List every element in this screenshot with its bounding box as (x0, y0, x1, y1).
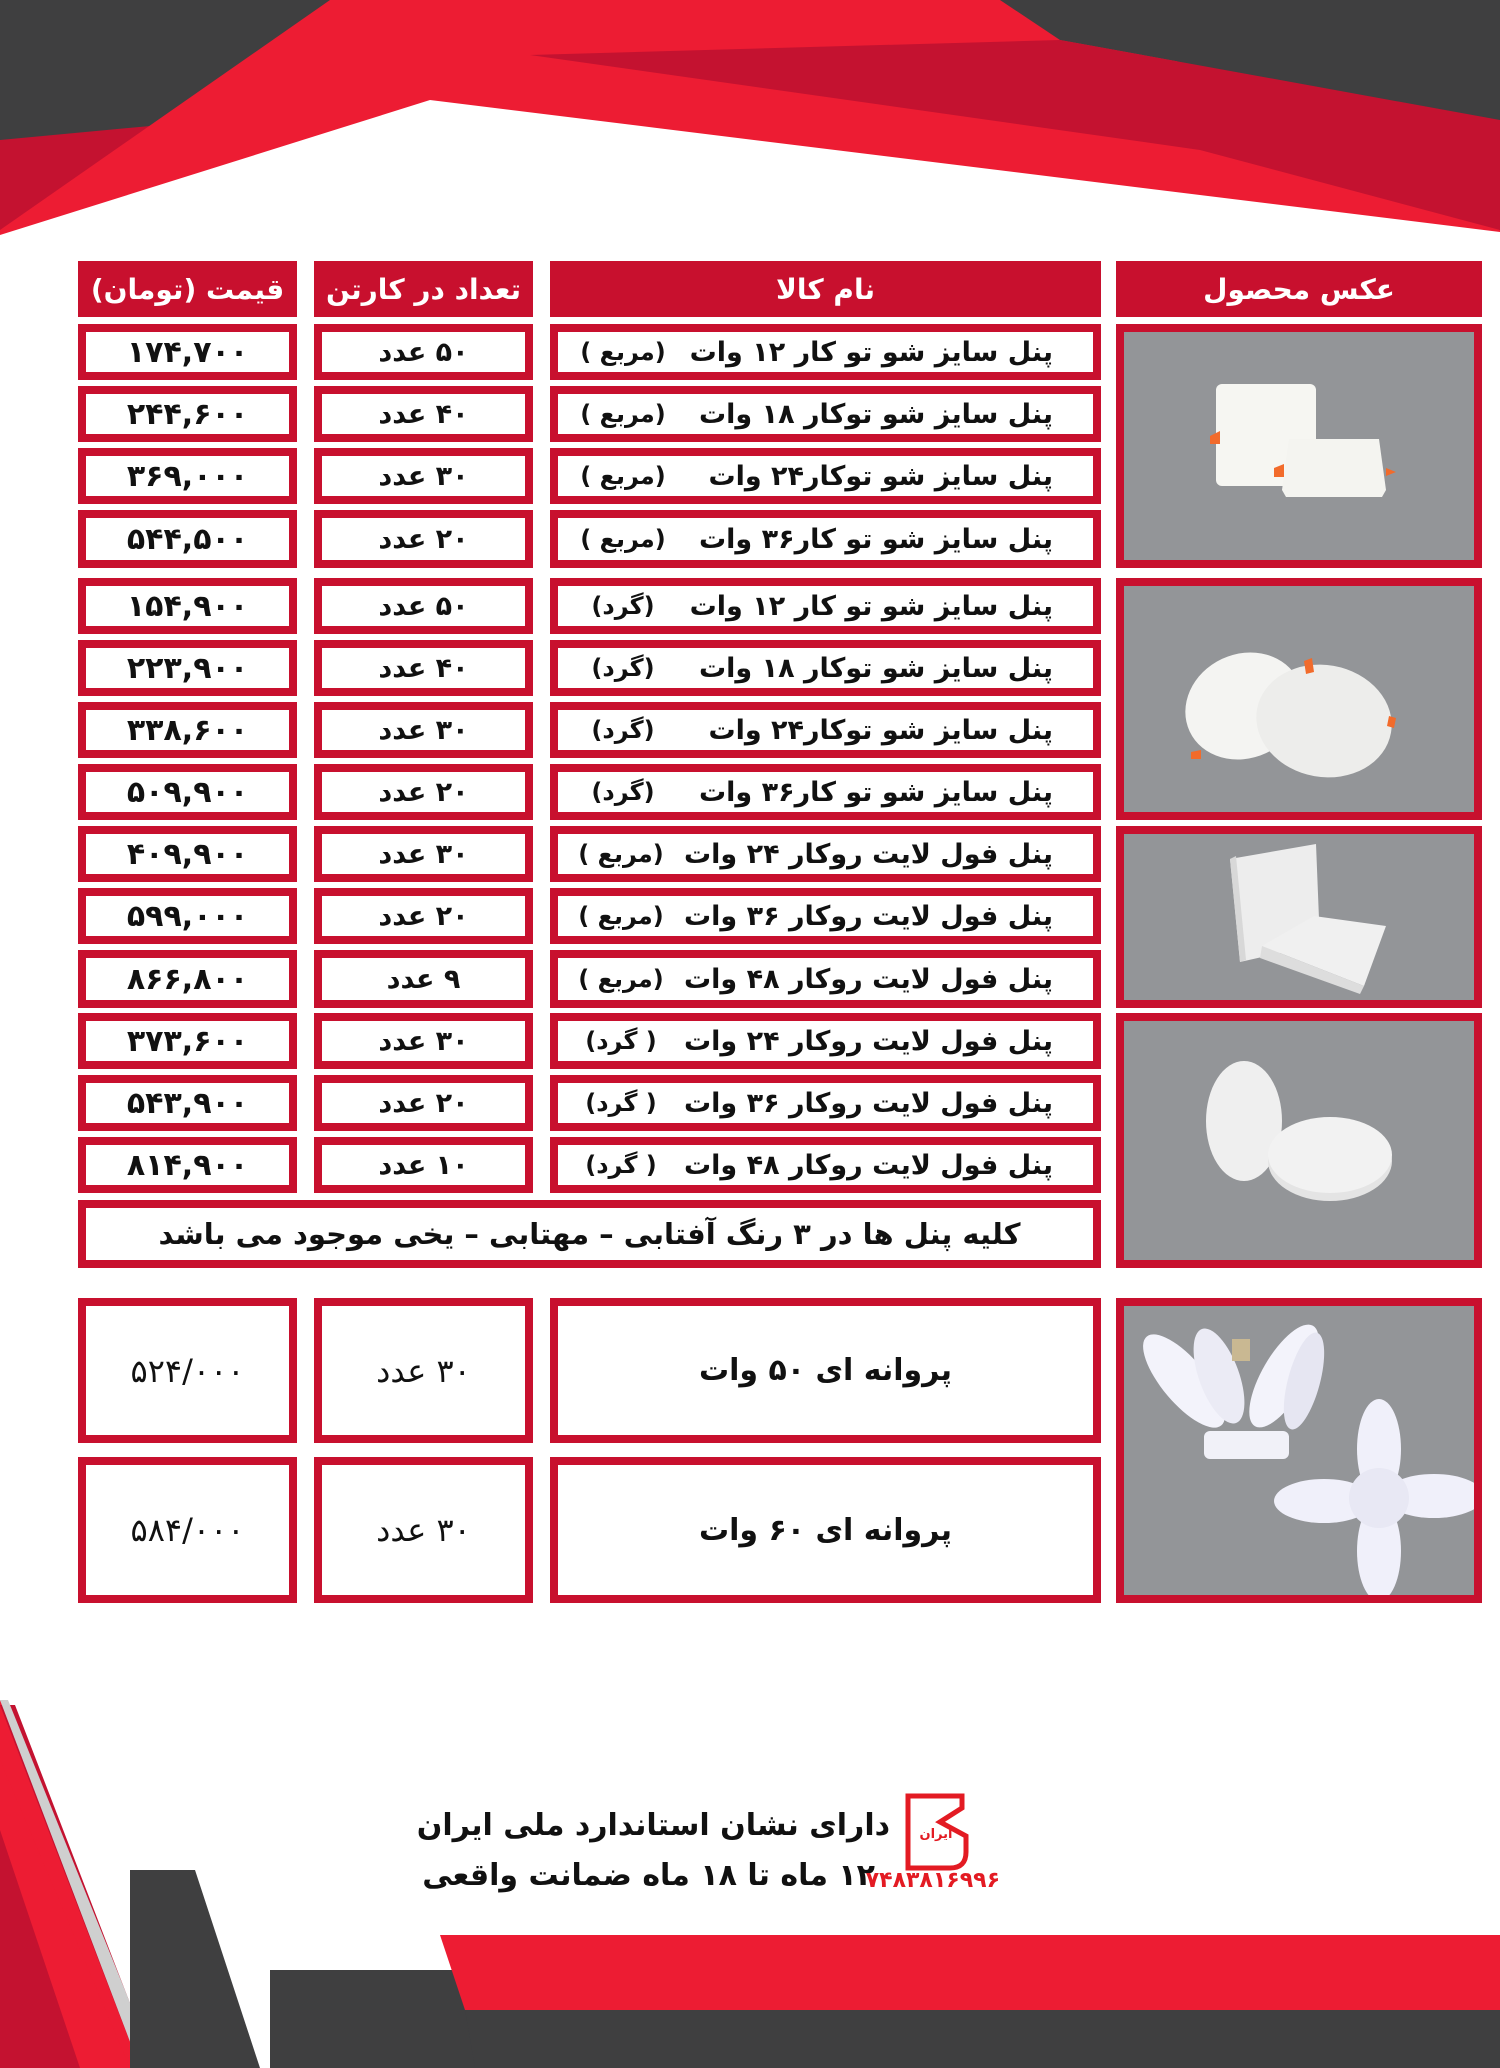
standard-logo (900, 1792, 972, 1872)
table-row-price: ۳۳۸,۶۰۰ (78, 702, 297, 758)
product-shape: (مربع ) (580, 525, 666, 553)
table-row-price: ۴۰۹,۹۰۰ (78, 826, 297, 882)
table-row-price: ۸۶۶,۸۰۰ (78, 950, 297, 1008)
table-row-count: ۵۰ عدد (314, 324, 533, 380)
product-image-square-recessed (1116, 324, 1482, 568)
product-name: پنل فول لایت روکار ۳۶ وات (684, 900, 1053, 932)
product-image-square-surface (1116, 826, 1482, 1008)
table-row-count: ۱۰ عدد (314, 1137, 533, 1193)
table-row-name (550, 1075, 1101, 1131)
product-shape: (مربع ) (580, 400, 666, 428)
table-row-count: ۳۰ عدد (314, 702, 533, 758)
product-shape: (گرد) (591, 716, 655, 744)
table-row-name: پروانه ای ۵۰ وات (550, 1298, 1101, 1443)
product-name: پنل سایز شو تو کار۳۶ وات (699, 776, 1053, 808)
standard-text: دارای نشان استاندارد ملی ایران (416, 1808, 890, 1843)
table-row-name (550, 510, 1101, 568)
table-row-name (550, 1137, 1101, 1193)
table-row-price: ۵۸۴/۰۰۰ (78, 1457, 297, 1603)
table-row-price: ۸۱۴,۹۰۰ (78, 1137, 297, 1193)
table-row-price: ۱۷۴,۷۰۰ (78, 324, 297, 380)
table-row-price: ۳۷۳,۶۰۰ (78, 1013, 297, 1069)
product-shape: (گرد) (591, 778, 655, 806)
table-row-name (550, 324, 1101, 380)
product-shape: ( گرد) (585, 1027, 657, 1055)
product-name: پنل فول لایت روکار ۴۸ وات (684, 963, 1053, 995)
header-count: تعداد در کارتن (314, 261, 533, 317)
table-row-price: ۵۹۹,۰۰۰ (78, 888, 297, 944)
product-image-round-surface (1116, 1013, 1482, 1268)
product-shape: ( گرد) (585, 1089, 657, 1117)
table-row-name (550, 640, 1101, 696)
table-row-name (550, 888, 1101, 944)
product-name: پنل سایز شو توکار۲۴ وات (708, 714, 1053, 746)
product-name: پنل سایز شو تو کار ۱۲ وات (689, 336, 1053, 368)
table-row-name (550, 702, 1101, 758)
table-row-price: ۱۵۴,۹۰۰ (78, 578, 297, 634)
table-row-count: ۲۰ عدد (314, 888, 533, 944)
table-row-price: ۵۲۴/۰۰۰ (78, 1298, 297, 1443)
product-shape: ( گرد) (585, 1151, 657, 1179)
table-row-name (550, 826, 1101, 882)
table-row-price: ۵۴۳,۹۰۰ (78, 1075, 297, 1131)
table-row-count: ۲۰ عدد (314, 764, 533, 820)
table-row-price: ۵۴۴,۵۰۰ (78, 510, 297, 568)
table-row-name (550, 448, 1101, 504)
product-name: پنل فول لایت روکار ۳۶ وات (684, 1087, 1053, 1119)
product-name: پنل سایز شو تو کار ۱۲ وات (689, 590, 1053, 622)
table-row-price: ۲۲۳,۹۰۰ (78, 640, 297, 696)
table-row-count: ۲۰ عدد (314, 1075, 533, 1131)
product-name: پنل سایز شو تو کار۳۶ وات (699, 523, 1053, 555)
svg-text:ایران: ایران (919, 1827, 953, 1842)
product-name: پنل سایز شو توکار۲۴ وات (708, 460, 1053, 492)
header-image: عکس محصول (1116, 261, 1482, 317)
standard-code: ۷۴۸۳۸۱۶۹۹۶ (865, 1868, 1000, 1893)
product-shape: (مربع ) (580, 462, 666, 490)
table-row-count: ۵۰ عدد (314, 578, 533, 634)
table-row-name (550, 578, 1101, 634)
table-row-name (550, 950, 1101, 1008)
fan-bulb-icon (1124, 1306, 1474, 1595)
warranty-text: ۱۲ ماه تا ۱۸ ماه ضمانت واقعی (422, 1858, 875, 1893)
product-shape: (مربع ) (578, 840, 664, 868)
table-row-count: ۳۰ عدد (314, 1013, 533, 1069)
iran-standard-icon (900, 1792, 972, 1872)
product-name: پنل فول لایت روکار ۲۴ وات (684, 1025, 1053, 1057)
product-shape: (گرد) (591, 654, 655, 682)
table-row-name (550, 764, 1101, 820)
table-row-count: ۳۰ عدد (314, 1298, 533, 1443)
square-panel-icon (1124, 332, 1474, 560)
square-surface-panel-icon (1124, 834, 1474, 1000)
round-panel-icon (1124, 586, 1474, 812)
product-name: پنل فول لایت روکار ۴۸ وات (684, 1149, 1053, 1181)
table-row-count: ۴۰ عدد (314, 386, 533, 442)
product-shape: (مربع ) (580, 338, 666, 366)
product-shape: (مربع ) (578, 902, 664, 930)
product-shape: (گرد) (591, 592, 655, 620)
table-row-price: ۳۶۹,۰۰۰ (78, 448, 297, 504)
product-image-round-recessed (1116, 578, 1482, 820)
table-row-count: ۳۰ عدد (314, 1457, 533, 1603)
table-row-price: ۵۰۹,۹۰۰ (78, 764, 297, 820)
colors-note: کلیه پنل ها در ۳ رنگ آفتابی – مهتابی – یخی موجود می باشد (78, 1200, 1101, 1268)
table-row-price: ۲۴۴,۶۰۰ (78, 386, 297, 442)
product-name: پنل سایز شو توکار ۱۸ وات (699, 398, 1053, 430)
round-surface-panel-icon (1124, 1021, 1474, 1260)
table-row-count: ۳۰ عدد (314, 826, 533, 882)
product-shape: (مربع ) (578, 965, 664, 993)
table-row-count: ۴۰ عدد (314, 640, 533, 696)
table-row-name (550, 1013, 1101, 1069)
product-name: پنل فول لایت روکار ۲۴ وات (684, 838, 1053, 870)
header-price: قیمت (تومان) (78, 261, 297, 317)
table-row-name: پروانه ای ۶۰ وات (550, 1457, 1101, 1603)
product-name: پنل سایز شو توکار ۱۸ وات (699, 652, 1053, 684)
table-row-count: ۲۰ عدد (314, 510, 533, 568)
table-row-count: ۹ عدد (314, 950, 533, 1008)
table-row-count: ۳۰ عدد (314, 448, 533, 504)
product-image-fan-bulb (1116, 1298, 1482, 1603)
table-row-name (550, 386, 1101, 442)
header-name: نام کالا (550, 261, 1101, 317)
